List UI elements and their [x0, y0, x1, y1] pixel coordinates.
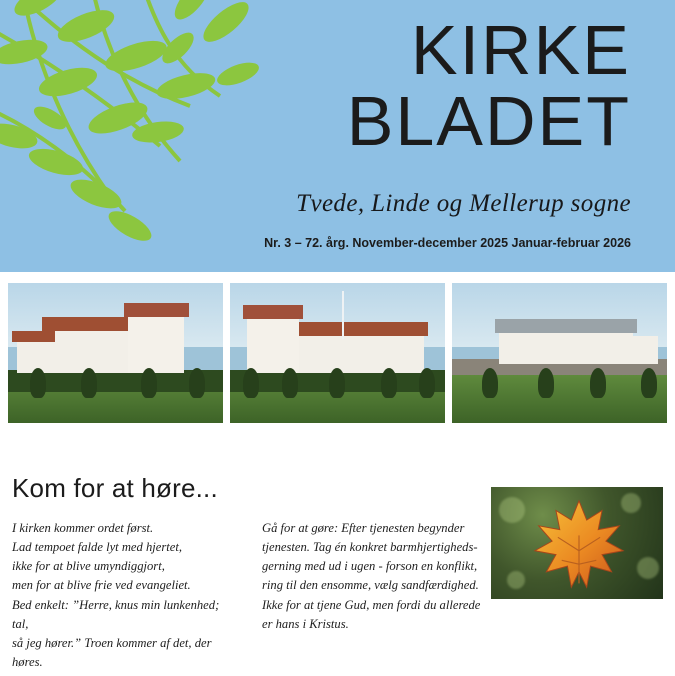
church-nave — [47, 325, 142, 373]
photo-bush — [538, 368, 554, 398]
article-line: gerning med ud i ugen - forson en konflikt, — [262, 559, 478, 574]
church-nave — [295, 333, 424, 372]
church-tower-roof — [243, 305, 303, 319]
title-line-2: BLADET — [346, 81, 631, 160]
article-line: Lad tempoet falde lyt med hjertet, — [12, 540, 182, 555]
article-section — [0, 423, 675, 676]
article-line: tjenesten. Tag én konkret barmhjertigheds- — [262, 540, 478, 555]
photo-bush — [381, 368, 397, 398]
article-line: men for at blive frie ved evangeliet. — [12, 578, 191, 593]
church-photo-linde — [230, 283, 445, 423]
article-line: så jeg hører.” Troen kommer af det, der høres. — [12, 635, 212, 669]
article-line: Bed enkelt: ”Herre, knus min lunkenhed; tal, — [12, 597, 220, 631]
photo-bush — [30, 368, 46, 398]
masthead-header — [0, 0, 675, 272]
article-line: I kirken kommer ordet først. — [12, 521, 154, 535]
church-roof — [290, 322, 428, 336]
church-photo-mellerup — [452, 283, 667, 423]
church-annex — [17, 339, 51, 373]
church-photo-tvede — [8, 283, 223, 423]
church-tower-roof — [124, 303, 189, 317]
bokeh-circle — [637, 557, 659, 579]
photo-bush — [189, 368, 205, 398]
article-right-column — [262, 519, 502, 634]
photo-bush — [590, 368, 606, 398]
photo-strip — [0, 283, 675, 423]
church-tower — [247, 317, 299, 373]
church-chancel — [620, 336, 659, 364]
photo-bush — [81, 368, 97, 398]
title-line-1: KIRKE — [410, 11, 631, 89]
publication-title — [211, 11, 631, 160]
photo-bush — [419, 368, 435, 398]
photo-bush — [243, 368, 259, 398]
issue-info: Nr. 3 – 72. årg. November-december 2025 Januar-februar 2026 — [264, 236, 631, 250]
photo-bush — [482, 368, 498, 398]
maple-leaf-icon — [525, 497, 633, 593]
article-line: ikke for at blive umyndiggjort, — [12, 559, 165, 574]
article-title: Kom for at høre... — [12, 473, 218, 503]
article-line: ring til den ensomme, vælg sandfærdighed. — [262, 578, 479, 593]
photo-bush — [329, 368, 345, 398]
article-line: er hans i Kristus. — [262, 616, 349, 631]
bokeh-circle — [507, 571, 525, 589]
photo-bush — [641, 368, 657, 398]
parish-subtitle: Tvede, Linde og Mellerup sogne — [296, 190, 631, 217]
article-line: Gå for at gøre: Efter tjenesten begynder — [262, 521, 465, 535]
bokeh-circle — [499, 497, 525, 523]
church-annex-roof — [12, 331, 55, 342]
article-line: Ikke for at tjene Gud, men fordi du allerede — [262, 597, 481, 612]
photo-bush — [141, 368, 157, 398]
article-left-column — [12, 519, 237, 672]
church-nave — [499, 331, 632, 365]
photo-bush — [282, 368, 298, 398]
autumn-maple-leaf-photo — [491, 487, 663, 599]
church-tower — [128, 314, 184, 373]
church-roof — [495, 319, 637, 333]
flagpole — [342, 291, 344, 339]
